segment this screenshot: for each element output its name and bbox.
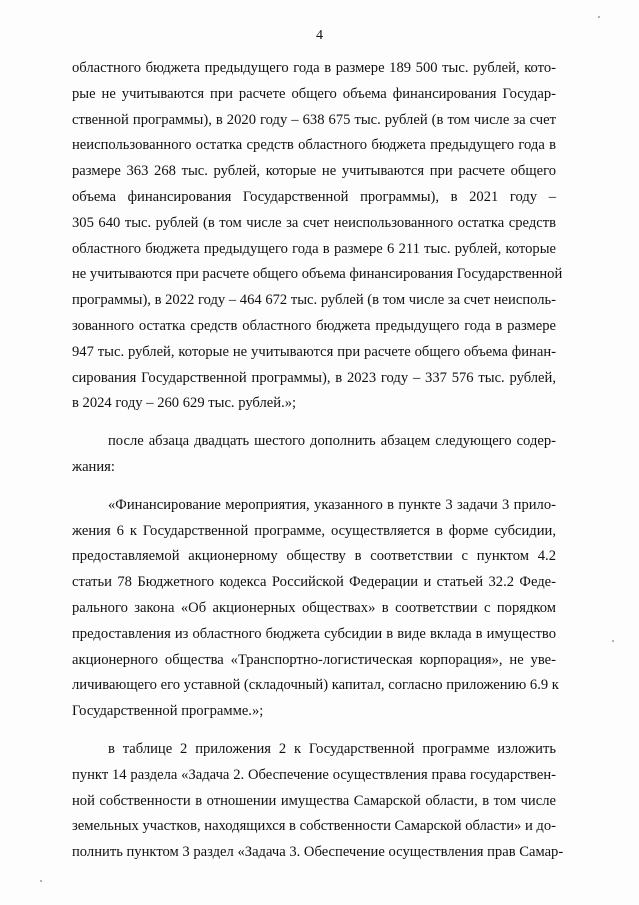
text-line: в 2024 году – 260 629 тыс. рублей.»; (72, 395, 297, 412)
text-line: 305 640 тыс. рублей (в том числе за счет неиспользованного остатка средств (72, 214, 556, 231)
text-line: жания: (72, 458, 115, 475)
text-line: 947 тыс. рублей, которые не учитываются при расчете общего объема финан- (72, 343, 556, 360)
text-line: сирования Государственной программы), в 2023 году – 337 576 тыс. рублей, (72, 369, 556, 386)
text-line: программы), в 2022 году – 464 672 тыс. рублей (в том числе за счет неисполь- (72, 292, 557, 309)
text-line: Государственной программе.»; (72, 703, 264, 720)
text-line: предоставляемой акционерному обществу в соответствии с пунктом 4.2 (72, 548, 556, 565)
paragraph-3 (72, 493, 559, 725)
text-line: жения 6 к Государственной программе, осуществляется в форме субсидии, (72, 522, 556, 539)
text-line: в таблице 2 приложения 2 к Государственной программе изложить (108, 740, 556, 757)
text-line: после абзаца двадцать шестого дополнить абзацем следующего содер- (108, 433, 556, 450)
paragraph-1 (72, 56, 563, 417)
text-line: областного бюджета предыдущего года в размере 6 211 тыс. рублей, которые (72, 240, 556, 257)
text-line: ственной программы), в 2020 году – 638 675 тыс. рублей (в том числе за счет (72, 111, 556, 128)
text-line: зованного остатка средств областного бюджета предыдущего года в размере (72, 317, 556, 334)
text-line: неиспользованного остатка средств областного бюджета предыдущего года в (72, 137, 556, 154)
text-line: объема финансирования Государственной программы), в 2021 году – (72, 188, 556, 205)
document-body (72, 56, 564, 866)
text-line: полнить пунктом 3 раздел «Задача 3. Обеспечение осуществления прав Самар- (72, 844, 564, 861)
text-line: пункт 14 раздела «Задача 2. Обеспечение осуществления права государствен- (72, 766, 556, 783)
text-line: размере 363 268 тыс. рублей, которые не учитываются при расчете общего (72, 163, 556, 180)
paragraph-2 (72, 429, 556, 481)
scan-speck (612, 640, 614, 642)
text-line: статьи 78 Бюджетного кодекса Российской Федерации и статьей 32.2 Феде- (72, 574, 556, 591)
text-line: не учитываются при расчете общего объема финансирования Государственной (72, 266, 563, 283)
text-line: «Финансирование мероприятия, указанного в пункте 3 задачи 3 прило- (108, 496, 556, 513)
scan-speck (598, 16, 600, 18)
text-line: рального закона «Об акционерных обществах» в соответствии с порядком (72, 599, 556, 616)
paragraph-4 (72, 737, 564, 866)
text-line: предоставления из областного бюджета субсидии в виде вклада в имущество (72, 625, 556, 642)
text-line: акционерного общества «Транспортно-логистическая корпорация», не уве- (72, 651, 556, 668)
text-line: земельных участков, находящихся в собственности Самарской области» и до- (72, 818, 557, 835)
text-line: областного бюджета предыдущего года в размере 189 500 тыс. рублей, кото- (72, 60, 556, 76)
text-line: ной собственности в отношении имущества Самарской области, в том числе (72, 792, 556, 809)
page-number: 4 (316, 28, 323, 43)
text-line: личивающего его уставной (складочный) капитал, согласно приложению 6.9 к (72, 677, 559, 694)
scan-speck (40, 880, 42, 882)
text-line: рые не учитываются при расчете общего объема финансирования Государ- (72, 85, 556, 102)
